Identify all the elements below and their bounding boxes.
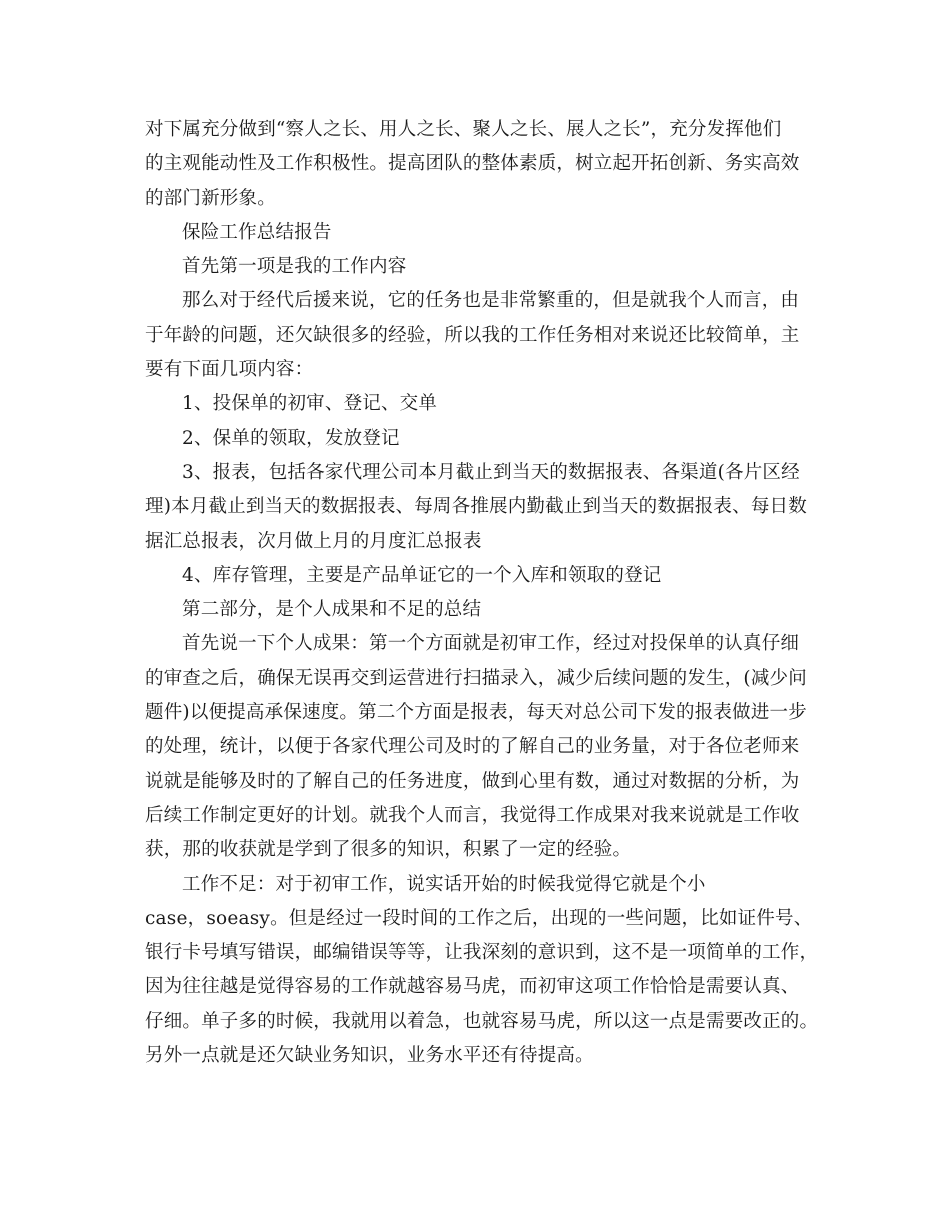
text-line: 第二部分，是个人成果和不足的总结 [182, 599, 482, 621]
text-line: 题件)以便提高承保速度。第二个方面是报表，每天对总公司下发的报表做进一步 [145, 702, 807, 724]
text-line: 理)本月截止到当天的数据报表、每周各推展内勤截止到当天的数据报表、每日数 [145, 496, 807, 518]
paragraph [145, 422, 810, 456]
text-line: 仔细。单子多的时候，我就用以着急，也就容易马虎，所以这一点是需要改正的。 [145, 1010, 819, 1032]
paragraph [145, 216, 810, 250]
text-line: 后续工作制定更好的计划。就我个人而言，我觉得工作成果对我来说就是工作收 [145, 804, 800, 826]
text-line: 要有下面几项内容： [145, 359, 314, 381]
document-body [145, 113, 819, 1073]
text-line: 2、保单的领取，发放登记 [182, 427, 400, 449]
text-line: 的审查之后，确保无误再交到运营进行扫描录入，减少后续问题的发生，(减少问 [145, 667, 807, 689]
text-line: 的主观能动性及工作积极性。提高团队的整体素质，树立起开拓创新、务实高效 [145, 153, 800, 175]
text-line: 银行卡号填写错误，邮编错误等等，让我深刻的意识到，这不是一项简单的工作， [145, 942, 819, 964]
text-line: 3、报表，包括各家代理公司本月截止到当天的数据报表、各渠道(各片区经 [182, 461, 800, 483]
text-line: 对下属充分做到“察人之长、用人之长、聚人之长、展人之长”，充分发挥他们 [145, 119, 782, 140]
text-line: 的部门新形象。 [145, 187, 276, 209]
text-line: 4、库存管理，主要是产品单证它的一个入库和领取的登记 [182, 564, 662, 586]
paragraph [145, 456, 810, 559]
text-line: 获，那的收获就是学到了很多的知识，积累了一定的经验。 [145, 839, 632, 861]
text-line: case，soeasy。但是经过一段时间的工作之后，出现的一些问题，比如证件号、 [145, 907, 813, 929]
text-line: 因为往往越是觉得容易的工作就越容易马虎，而初审这项工作恰恰是需要认真、 [145, 976, 800, 998]
paragraph [145, 113, 810, 216]
paragraph [145, 284, 810, 387]
text-line: 首先说一下个人成果：第一个方面就是初审工作，经过对投保单的认真仔细 [182, 633, 800, 655]
paragraph [145, 868, 819, 1074]
text-line: 另外一点就是还欠缺业务知识，业务水平还有待提高。 [145, 1045, 594, 1067]
paragraph [145, 387, 810, 421]
paragraph [145, 250, 810, 284]
text-line: 保险工作总结报告 [182, 221, 332, 243]
text-line: 首先第一项是我的工作内容 [182, 256, 407, 278]
paragraph [145, 627, 810, 867]
text-line: 那么对于经代后援来说，它的任务也是非常繁重的，但是就我个人而言，由 [182, 290, 800, 312]
paragraph [145, 593, 810, 627]
paragraph [145, 559, 810, 593]
text-line: 于年龄的问题，还欠缺很多的经验，所以我的工作任务相对来说还比较简单，主 [145, 324, 800, 346]
text-line: 工作不足：对于初审工作，说实话开始的时候我觉得它就是个小 [182, 873, 706, 895]
text-line: 说就是能够及时的了解自己的任务进度，做到心里有数，通过对数据的分析，为 [145, 770, 800, 792]
text-line: 的处理，统计，以便于各家代理公司及时的了解自己的业务量，对于各位老师来 [145, 736, 800, 758]
text-line: 据汇总报表，次月做上月的月度汇总报表 [145, 530, 482, 552]
text-line: 1、投保单的初审、登记、交单 [182, 393, 438, 415]
